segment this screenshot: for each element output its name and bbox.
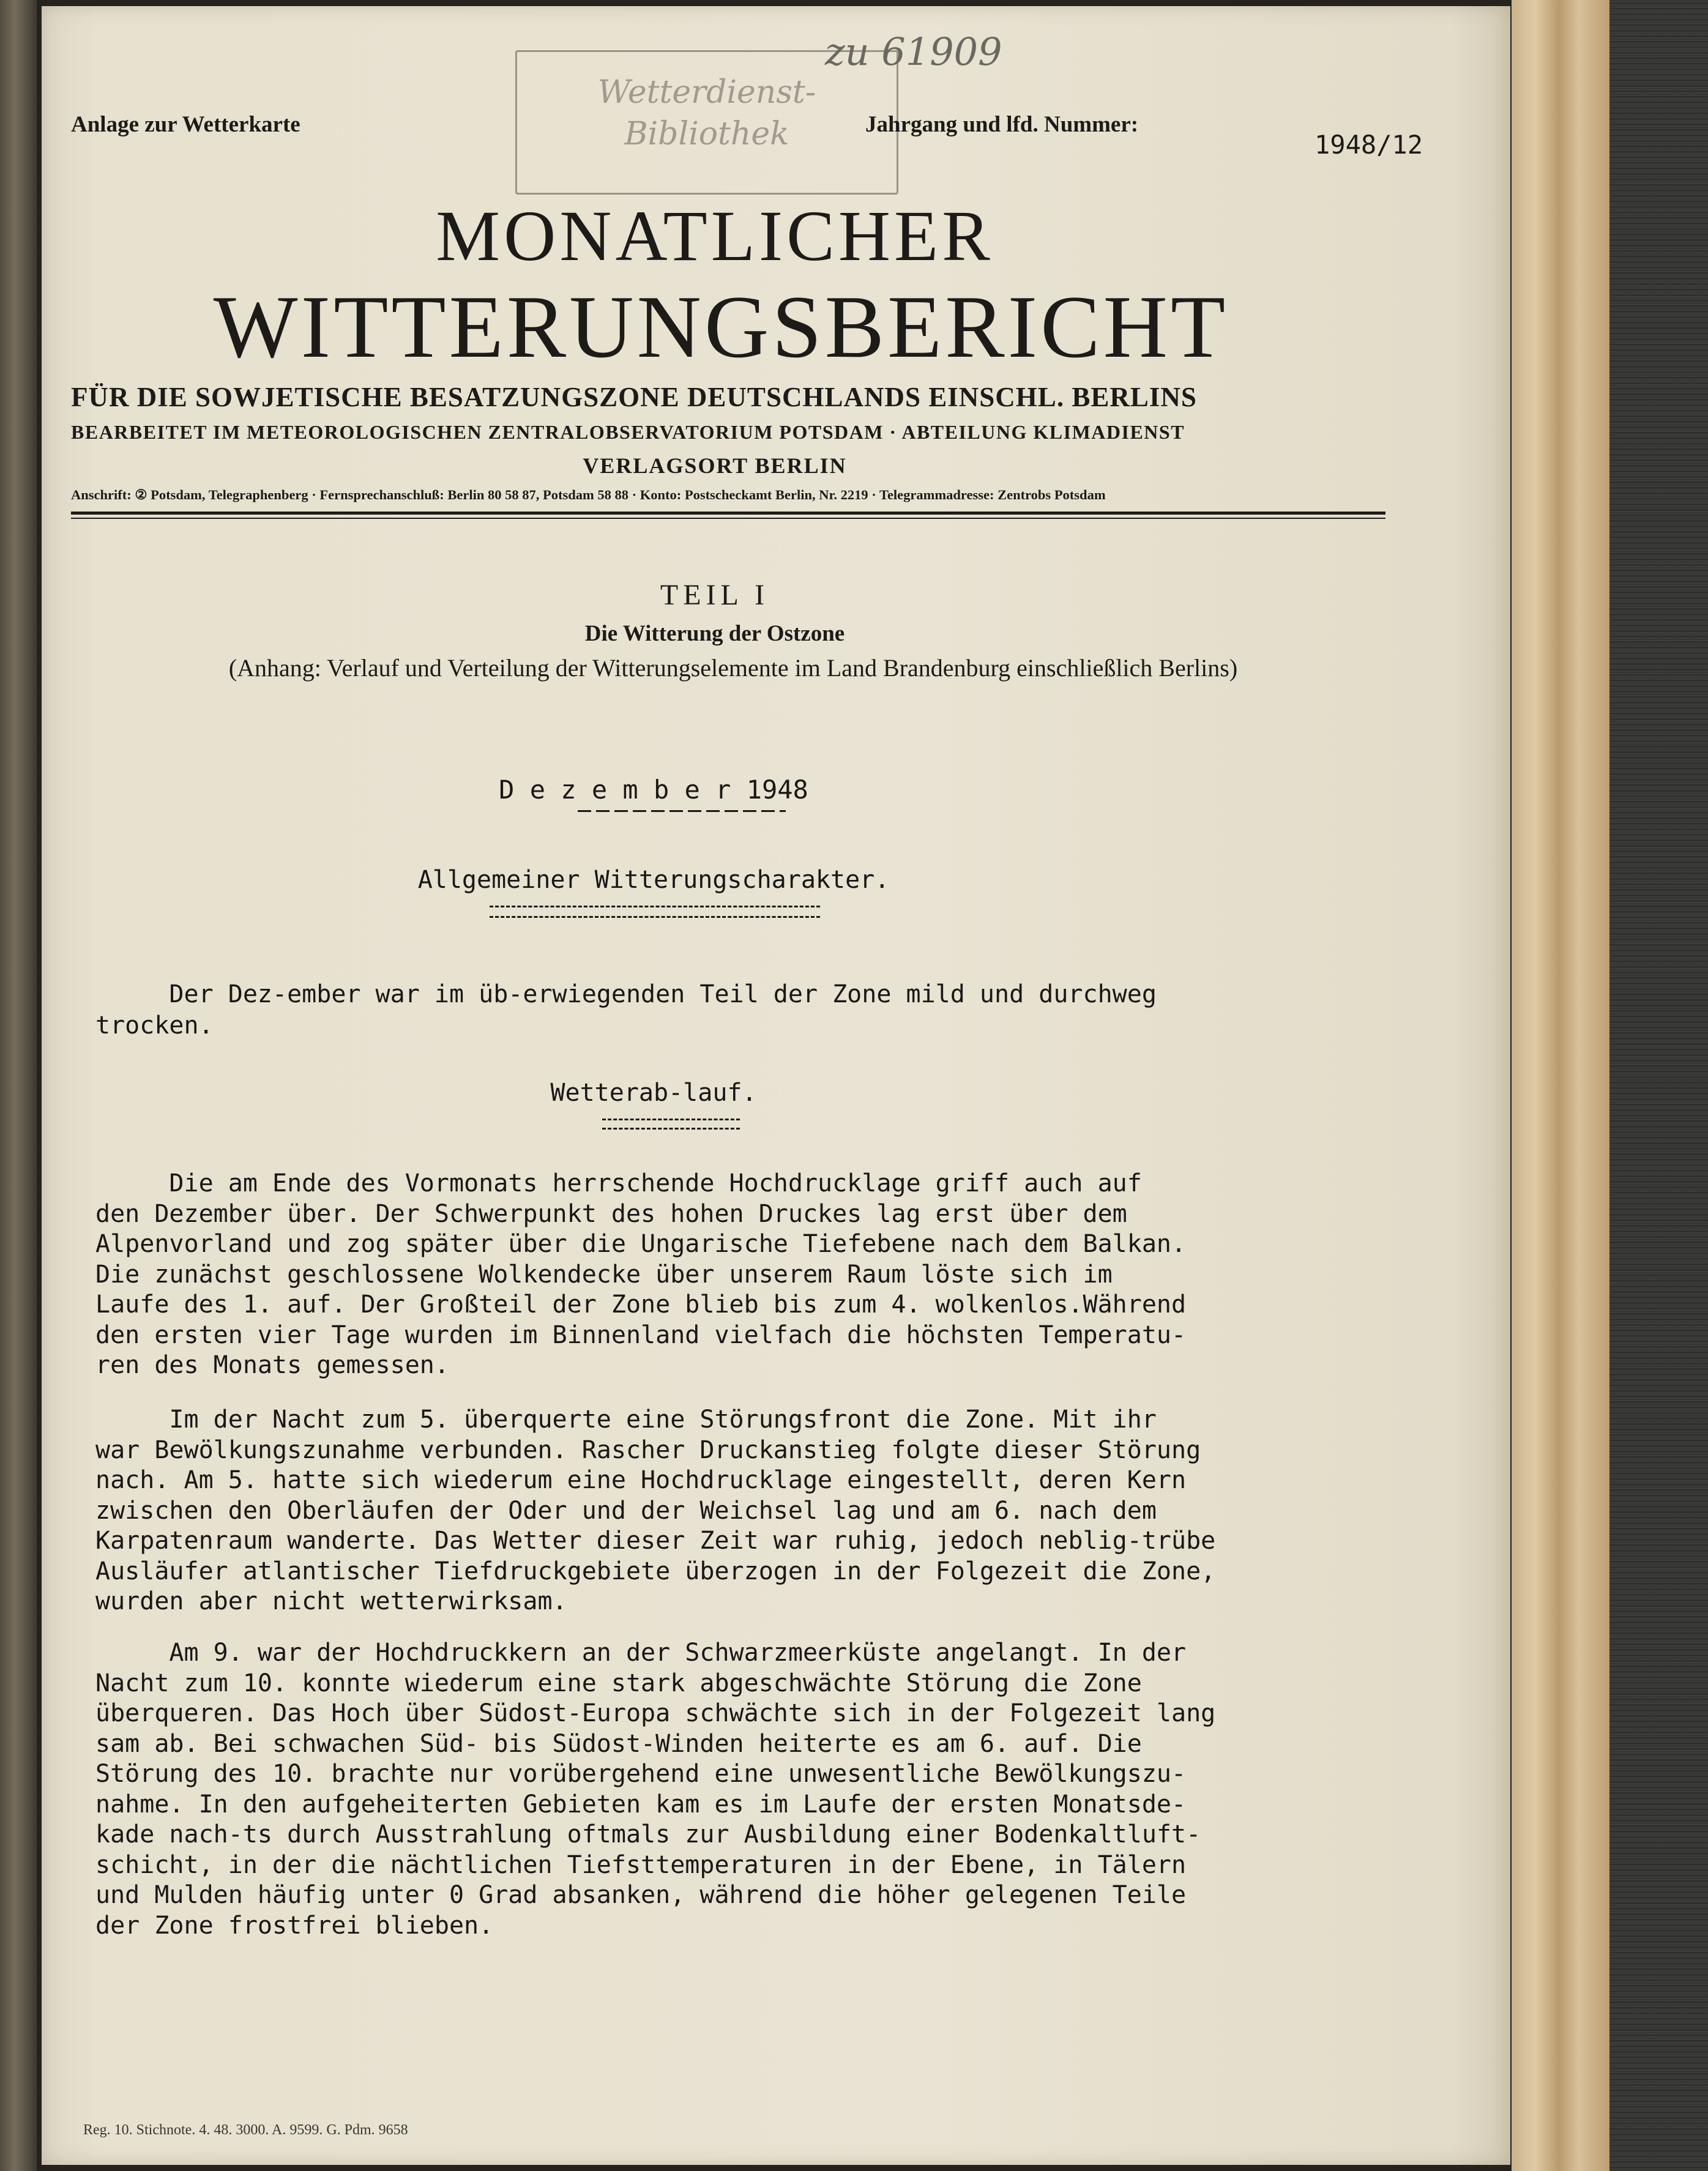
print-footer: Reg. 10. Stichnote. 4. 48. 3000. A. 9599. G. Pdm. 9658 — [83, 2122, 408, 2138]
header-rule-thick — [71, 512, 1385, 515]
stamp-line-2: Bibliothek — [624, 116, 789, 152]
general-text: Der Dez-ember war im üb-erwiegenden Teil der Zone mild und durchweg trocken. — [95, 980, 1157, 1040]
publisher-place: VERLAGSORT BERLIN — [583, 453, 847, 478]
paragraph-3: Am 9. war der Hochdruckkern an der Schwarzmeerküste angelangt. In der Nacht zum 10. konnte wiederum eine stark abgeschwächte Störung die Zone überqueren. Das Hoch über Südost-Europa schwächte sich in der Folgezeit lang sam ab. Bei schwachen Süd- bis Südost-Winden heiterte es am 6. auf. Die Störung des 10. brachte nur vorübergehend eine unwesentliche Bewölkungszu- nahme. In den aufgeheiterten Gebieten kam es im Laufe der ersten Monatsde- kade nach-ts durch Ausstrahlung oftmals zur Ausbildung einer Bodenkaltluft- schicht, in der die nächtlichen Tiefsttemperaturen in der Ebene, in Tälern und Mulden häufig unter 0 Grad absanken, während die höher gelegenen Teile der Zone frostfrei blieben. — [95, 1639, 1216, 1940]
book-cover-edge — [1609, 0, 1708, 2171]
part-heading: TEIL I — [660, 579, 770, 611]
general-underline — [490, 906, 820, 918]
header-rule-thin — [71, 518, 1385, 519]
left-page-edge — [0, 0, 37, 2171]
issue-label: Jahrgang und lfd. Nummer: — [865, 112, 1139, 137]
subtitle: FÜR DIE SOWJETISCHE BESATZUNGSZONE DEUTSCHLANDS EINSCHL. BERLINS — [71, 382, 1197, 412]
attachment-label: Anlage zur Wetterkarte — [71, 112, 300, 137]
title-line-2: WITTERUNGSBERICHT — [213, 277, 1229, 376]
month-heading: D e z e m b e r 1948 — [499, 775, 808, 805]
paragraph-2: Im der Nacht zum 5. überquerte eine Störungsfront die Zone. Mit ihr war Bewölkungszunahme verbunden. Rascher Druckanstieg folgte dieser Störung nach. Am 5. hatte sich wiederum eine Hochdrucklage eingestellt, deren Kern zwischen den Oberläufen der Oder und der Weichsel lag und am 6. nach dem Karpatenraum wanderte. Das Wetter dieser Zeit war ruhig, jedoch neblig-trübe Ausläufer atlantischer Tiefdruckgebiete überzogen in der Folgezeit die Zone, wurden aber nicht wetterwirksam. — [95, 1406, 1216, 1615]
stamp-line-1: Wetterdienst- — [597, 74, 816, 111]
paragraph-1: Die am Ende des Vormonats herrschende Hochdrucklage griff auch auf den Dezember über. Der Schwerpunkt des hohen Druckes lag erst über dem Alpenvorland und zog später über die Ungarische Tiefebene nach dem Balkan. Die zunächst geschlossene Wolkendecke über unserem Raum löste sich im Laufe des 1. auf. Der Großteil der Zone blieb bis zum 4. wolkenlos.Während den ersten vier Tage wurden im Binnenland vielfach die höchsten Temperatu- ren des Monats gemessen. — [95, 1169, 1187, 1379]
document-page — [42, 6, 1510, 2165]
title-line-1: MONATLICHER — [436, 196, 994, 276]
part-subheading: Die Witterung der Ostzone — [584, 621, 845, 646]
address-line: Anschrift: ② Potsdam, Telegraphenberg · Fernsprechanschluß: Berlin 80 58 87, Potsdam 58 88 · Konto: Postscheckamt Berlin, Nr. 2219 · Telegrammadresse: Zentrobs Potsdam — [71, 487, 1106, 502]
part-note: (Anhang: Verlauf und Verteilung der Witterungselemente im Land Brandenburg einschließlich Berlins) — [228, 654, 1238, 682]
prepared-by: BEARBEITET IM METEOROLOGISCHEN ZENTRALOBSERVATORIUM POTSDAM · ABTEILUNG KLIMADIENST — [71, 421, 1185, 443]
handwritten-note: zu 61909 — [825, 29, 1002, 74]
month-underline — [578, 810, 786, 812]
general-heading: Allgemeiner Witterungscharakter. — [417, 866, 890, 894]
course-heading: Wetterab-lauf. — [550, 1079, 757, 1107]
issue-value: 1948/12 — [1315, 130, 1423, 160]
course-underline — [602, 1119, 740, 1130]
